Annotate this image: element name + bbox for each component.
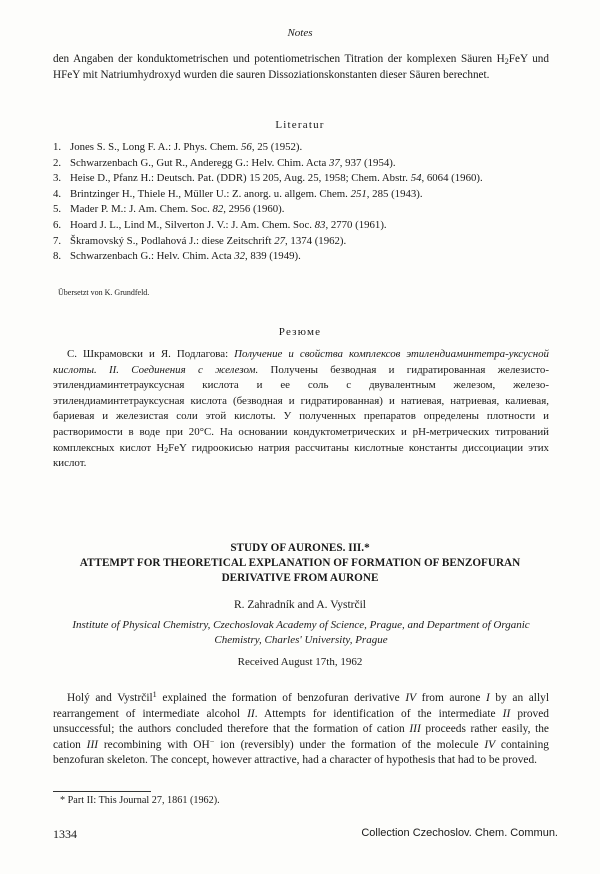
article-affiliation: Institute of Physical Chemistry, Czechoslovak Academy of Science, Prague, and Department of Organic Chemistry, Charles' University, Prague xyxy=(72,619,530,646)
literatur-heading: Literatur xyxy=(275,119,325,131)
resume-paragraph: С. Шкрамовски и Я. Подлагова: Получение и свойства комплексов этилендиаминтетра-уксусной кислоты. II. Соединения с железом. Получены безводная и гидратированная железисто-этилендиаминтетрауксусная кислота и ее соль с двувалентным железом, железо-этилендиаминтетрауксусная кислота (безводная и гидратированная) и натиевая, натриевая, калиевая, бариевая и железистая соли этой кислоты. У полученных препаратов определены плотности и растворимости в воде при 20°С. На основании кондуктометрических и pH-метрических титрований комплексных кислот $H_2FeY$ гидроокисью натрия рассчитаны кислотные константы диссоциации этих кислот. xyxy=(53,348,549,470)
reference-item: 7. Škramovský S., Podlahová J.: diese Zeitschrift 27, 1374 (1962). xyxy=(53,234,347,247)
received-date: Received August 17th, 1962 xyxy=(237,656,363,668)
reference-item: 4. Brintzinger H., Thiele H., Müller U.: Z. anorg. u. allgem. Chem. 251, 285 (1943). xyxy=(53,187,423,200)
journal-name: Collection Czechoslov. Chem. Commun. xyxy=(361,827,558,839)
reference-item: 3. Heise D., Pfanz H.: Deutsch. Pat. (DDR) 15 205, Aug. 25, 1958; Chem. Abstr. 54, 6064 (1960). xyxy=(53,172,483,185)
translator-note: Übersetzt von K. Grundfeld. xyxy=(58,288,150,297)
footnote: * Part II: This Journal 27, 1861 (1962). xyxy=(60,795,220,806)
intro-paragraph: den Angaben der konduktometrischen und potentiometrischen Titration der komplexen Säuren $H_2FeY$ und HFeY mit Natriumhydroxyd wurden die sauren Dissoziationskonstanten dieser Säuren berechnet. xyxy=(53,53,549,81)
footnote-divider xyxy=(53,791,151,792)
resume-heading: Резюме xyxy=(278,326,322,338)
article-title: STUDY OF AURONES. III.* ATTEMPT FOR THEORETICAL EXPLANATION OF FORMATION OF BENZOFURAN DERIVATIVE FROM AURONE xyxy=(79,542,521,584)
reference-item: 8. Schwarzenbach G.: Helv. Chim. Acta 32, 839 (1949). xyxy=(53,250,301,263)
reference-item: 5. Mader P. M.: J. Am. Chem. Soc. 82, 2956 (1960). xyxy=(53,203,285,216)
article-body-paragraph: Holý and Vystrčil$^1$ explained the formation of benzofuran derivative IV from aurone I by an allyl rearrangement of intermediate alcohol II. Attempts for identification of the intermediate II proved unsuccessful; the authors concluded therefore that the formation of cation III proceeds rather easily, the cation III recombining with OH− ion (reversibly) under the formation of the molecule IV containing benzofuran skeleton. The concept, however attractive, had a character of hypothesis that had to be proved. xyxy=(53,689,549,767)
page-number: 1334 xyxy=(53,827,77,841)
reference-item: 6. Hoard J. L., Lind M., Silverton J. V.: J. Am. Chem. Soc. 83, 2770 (1961). xyxy=(53,218,387,231)
reference-item: 1. Jones S. S., Long F. A.: J. Phys. Chem. 56, 25 (1952). xyxy=(53,141,303,153)
reference-item: 2. Schwarzenbach G., Gut R., Anderegg G.: Helv. Chim. Acta 37, 937 (1954). xyxy=(53,156,396,169)
reference-list xyxy=(53,140,553,265)
article-authors: R. Zahradník and A. Vystrčil xyxy=(233,599,367,611)
running-head: Notes xyxy=(287,27,313,39)
